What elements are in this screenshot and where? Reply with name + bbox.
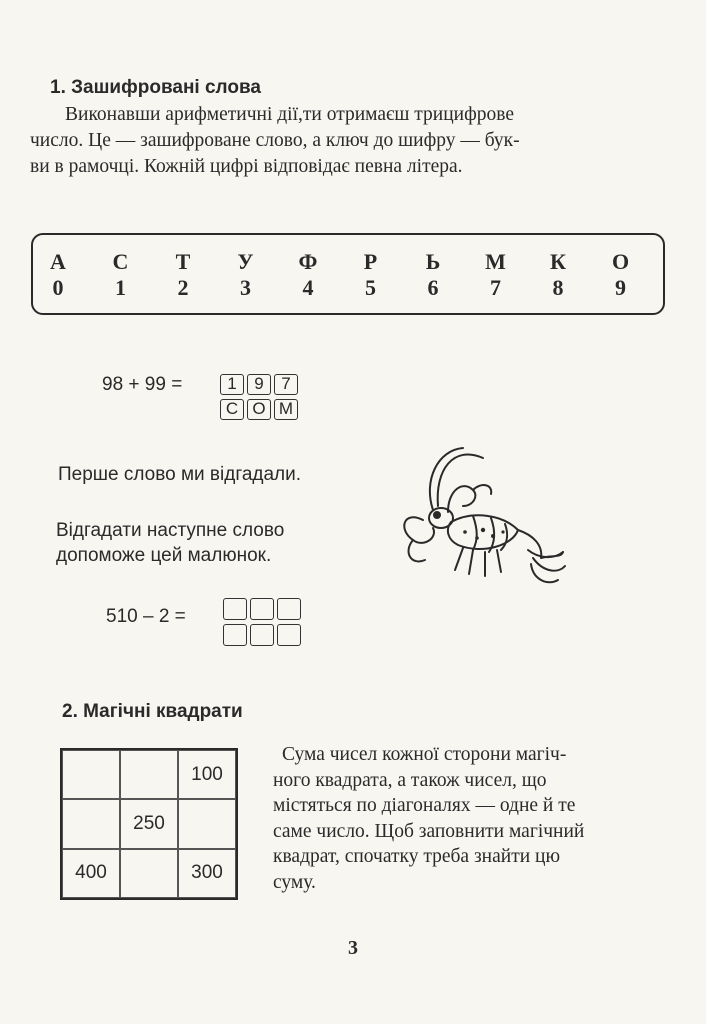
magic-cell[interactable]: 250 [120, 799, 178, 848]
cipher-key-column [165, 249, 201, 301]
task2-empty-cell[interactable] [277, 624, 301, 646]
magic-cell[interactable] [62, 750, 120, 799]
example-answer [220, 374, 298, 420]
cipher-key-digit: 8 [552, 275, 564, 300]
example-digit-cell: 9 [247, 374, 271, 395]
example-letter-row [220, 399, 298, 420]
task2-empty-cell[interactable] [250, 598, 274, 620]
cipher-key-digit: 7 [490, 275, 501, 300]
section1-line2: число. Це — зашифроване слово, а ключ до шифру — бук- [30, 130, 520, 151]
example-digit-cell: 1 [220, 374, 244, 395]
section2-line2: ного квадрата, а також чисел, що [273, 769, 547, 791]
task2-answer-grid [223, 598, 301, 646]
section1-title: 1. Зашифровані слова [50, 77, 261, 98]
cipher-key-letter: Ф [298, 249, 318, 274]
cipher-key-digit: 5 [365, 275, 376, 300]
magic-cell[interactable] [120, 849, 178, 898]
section1-line1: Виконавши арифметичні дії,ти отримаєш трицифрове [65, 104, 514, 125]
cipher-key-digit: 0 [52, 275, 64, 300]
hint-text [56, 518, 284, 568]
cipher-key-letter: К [550, 249, 566, 274]
cipher-key-letter: Ь [425, 249, 441, 274]
task2-empty-cell[interactable] [223, 624, 247, 646]
cipher-key-column [40, 249, 76, 301]
cipher-key-digit: 9 [615, 275, 626, 300]
cipher-key-letter: Т [175, 249, 191, 274]
cipher-key-letter: С [112, 249, 129, 274]
section2-line1: Сума чисел кожної сторони магіч- [282, 744, 567, 765]
section2-line4: саме число. Щоб заповнити магічний [273, 820, 585, 842]
task2-equation: 510 – 2 = [106, 606, 186, 627]
magic-cell[interactable] [62, 799, 120, 848]
section1-paragraph [30, 102, 680, 180]
task2-empty-cell[interactable] [277, 598, 301, 620]
cipher-key-column [415, 249, 451, 301]
task2-empty-cell[interactable] [250, 624, 274, 646]
section2-paragraph [273, 742, 663, 895]
section2-line3: містяться по діагоналях — одне й те [273, 795, 576, 816]
cipher-key-column [103, 249, 139, 301]
cipher-key-column [478, 249, 514, 301]
cipher-key-column [353, 249, 389, 301]
cipher-key-column [228, 249, 264, 301]
cipher-key-digit: 2 [177, 275, 189, 300]
magic-cell[interactable]: 400 [62, 849, 120, 898]
cipher-key-box [31, 233, 665, 315]
example-equation: 98 + 99 = [102, 374, 183, 395]
cipher-key-digit: 1 [115, 275, 126, 300]
cipher-key-letter: Р [363, 249, 378, 274]
task2-empty-cell[interactable] [223, 598, 247, 620]
magic-cell[interactable]: 100 [178, 750, 236, 799]
example-digit-row [220, 374, 298, 395]
section2-title: 2. Магічні квадрати [62, 701, 243, 722]
cipher-key-digit: 3 [240, 275, 251, 300]
cipher-key-digit: 4 [302, 275, 314, 300]
hint-line2: допоможе цей малюнок. [56, 545, 272, 566]
example-letter-cell: М [274, 399, 298, 420]
cipher-key-column [290, 249, 326, 301]
cipher-key-letter: А [50, 249, 66, 274]
example-digit-cell: 7 [274, 374, 298, 395]
crayfish-illustration [393, 440, 573, 590]
cipher-key-letter: М [485, 249, 506, 274]
section1-line3: ви в рамочці. Кожній цифрі відповідає певна літера. [30, 156, 463, 177]
task2-letter-row [223, 624, 301, 646]
section2-line6: суму. [273, 871, 316, 893]
cipher-key-column [540, 249, 576, 301]
hint-line1: Відгадати наступне слово [56, 520, 285, 541]
first-word-text: Перше слово ми відгадали. [58, 464, 302, 485]
magic-cell[interactable]: 300 [178, 849, 236, 898]
cipher-key-column [603, 249, 639, 301]
example-letter-cell: О [247, 399, 271, 420]
example-letter-cell: С [220, 399, 244, 420]
cipher-key-letter: У [237, 249, 254, 274]
magic-square [60, 748, 238, 900]
magic-cell[interactable] [120, 750, 178, 799]
page-number: 3 [348, 937, 358, 959]
magic-cell[interactable] [178, 799, 236, 848]
cipher-key-digit: 6 [427, 275, 439, 300]
cipher-key-letter: О [611, 249, 630, 274]
section2-line5: квадрат, спочатку треба знайти цю [273, 846, 561, 867]
task2-digit-row [223, 598, 301, 620]
